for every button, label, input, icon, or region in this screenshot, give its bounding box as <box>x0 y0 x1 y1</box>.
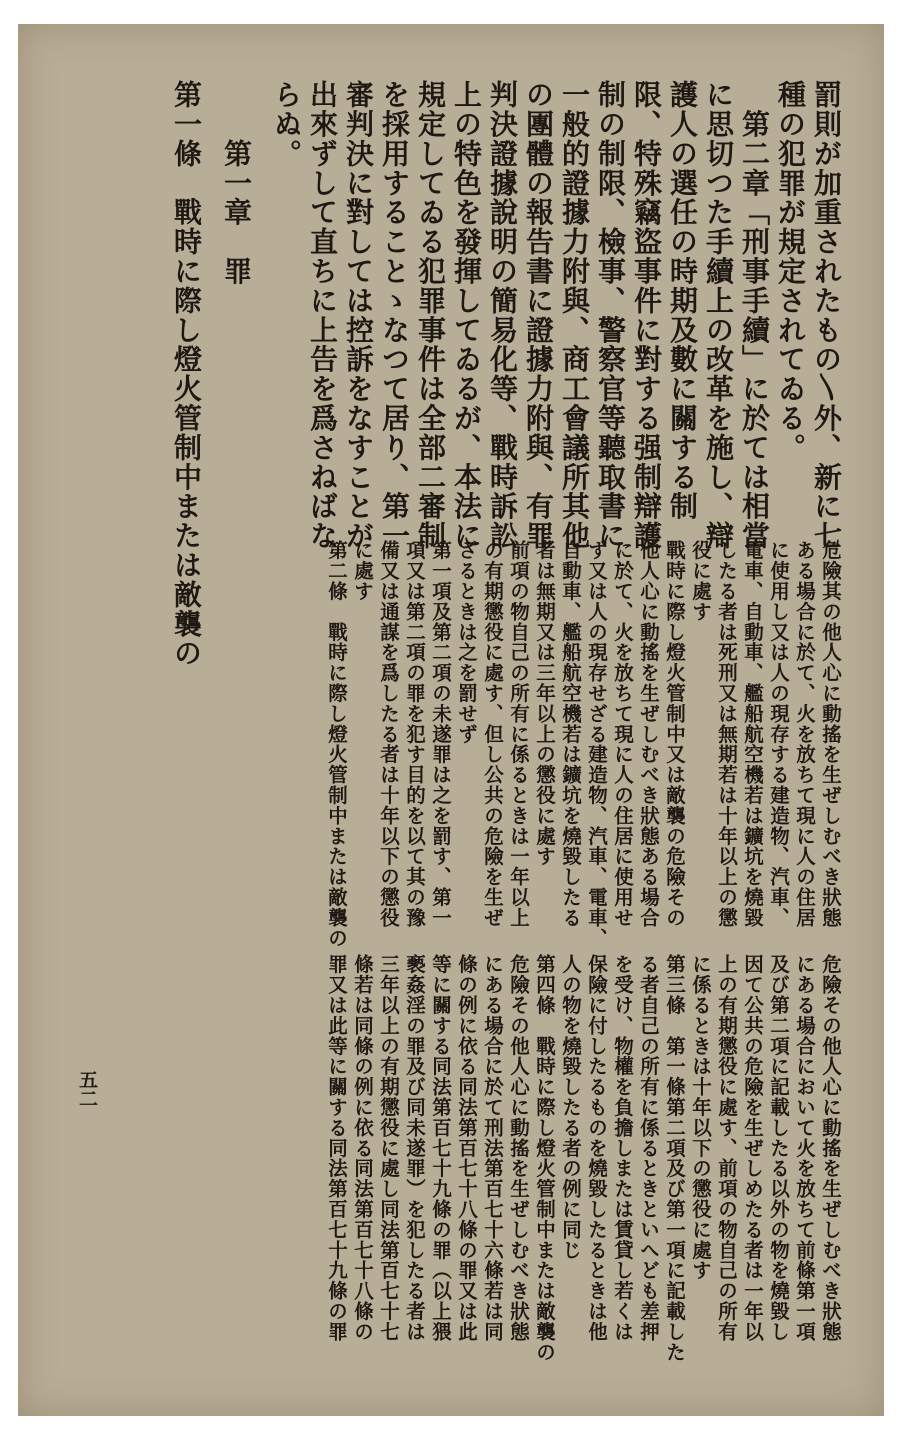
text-column: の有期懲役に處す、但し公共の危險を生ぜ <box>481 540 504 928</box>
text-column: 第一項及第二項の未遂罪は之を罰す、第一 <box>429 540 452 928</box>
text-column: 因て公共の危險を生ぜしめたる者は一年以 <box>741 954 764 1342</box>
text-column: 第二章「刑事手續」に於ては相當 <box>738 80 771 551</box>
text-column: 條の例に依る同法第百七十八條の罪又は此 <box>455 954 478 1342</box>
text-column: に處す <box>351 540 374 602</box>
text-column: したる者は死刑又は無期若は十年以上の懲 <box>715 540 738 928</box>
text-column: 危險その他人心に動搖を生ぜしむべき狀態 <box>507 954 530 1342</box>
text-column: 上の有期懲役に處す、前項の物自己の所有 <box>715 954 738 1342</box>
text-column: 備又は通謀を爲したる者は十年以下の懲役 <box>377 540 400 928</box>
text-column: 等に關する同法第百七十九條の罪（以上猥 <box>429 954 452 1342</box>
text-column: 種の犯罪が規定されてゐる。 <box>774 80 807 463</box>
text-column: 上の特色を發揮してゐるが、本法に <box>450 80 483 551</box>
text-column: を採用することゝなつて居り、第一 <box>378 80 411 551</box>
text-column: 他人心に動搖を生ぜしむべき狀態ある場合 <box>637 540 660 928</box>
column-spacer <box>250 80 264 520</box>
text-column: 第三條 第一條第二項及び第一項に記載した <box>663 954 686 1362</box>
text-column: に於て、火を放ちて現に人の住居に使用せ <box>611 540 634 928</box>
text-column: 電車、自動車、艦船航空機若は鑛坑を燒毀 <box>741 540 764 928</box>
column-spacer <box>200 80 214 520</box>
middle-text-block <box>110 540 840 950</box>
text-column: を受け、物權を負擔しまたは賃貸し若くは <box>611 954 634 1342</box>
text-column: 出來ずして直ちに上告を爲さねばな <box>306 80 339 551</box>
book-page <box>18 24 884 1416</box>
text-column: に係るときは十年以下の懲役に處す <box>689 954 712 1281</box>
text-column: ず又は人の現存せざる建造物、汽車、電車、 <box>585 540 608 948</box>
text-column: 罪又は此等に關する同法第百七十九條の罪 <box>325 954 348 1342</box>
text-column: る者自己の所有に係るときといへども差押 <box>637 954 660 1342</box>
text-column: 限、特殊竊盜事件に對する强制辯護 <box>630 80 663 551</box>
chapter-heading: 第一章 罪 <box>220 80 253 286</box>
text-column: にある場合において火を放ちて前條第一項 <box>793 954 816 1342</box>
text-column: 危險其の他人心に動搖を生ぜしむべき狀態 <box>819 540 842 928</box>
text-column: 褻姦淫の罪及び同未遂罪）を犯したる者は <box>403 954 426 1342</box>
text-column: 自動車、艦船航空機若は鑛坑を燒毀したる <box>559 540 582 928</box>
text-column: ある場合に於て、火を放ちて現に人の住居 <box>793 540 816 928</box>
text-column: に思切つた手續上の改革を施し、辯 <box>702 80 735 551</box>
text-column: ざるときは之を罰せず <box>455 540 478 744</box>
text-column: 審判決に對しては控訴をなすことが <box>342 80 375 551</box>
text-column: 條若は同條の例に依る同法第百七十八條の <box>351 954 374 1342</box>
text-column: 第四條 戰時に際し燈火管制中または敵襲の <box>533 954 556 1362</box>
text-column: 及び第二項に記載したる以外の物を燒毀し <box>767 954 790 1342</box>
lower-text-block <box>110 954 842 1362</box>
text-column: 規定してゐる犯罪事件は全部二審制 <box>414 80 447 551</box>
text-column: に使用し又は人の現存する建造物、汽車、 <box>767 540 790 928</box>
text-column: 人の物を燒毀したる者の例に同じ <box>559 954 582 1260</box>
page-number: 五二 <box>76 1070 98 1108</box>
text-column: 保險に付したるものを燒毀したるときは他 <box>585 954 608 1342</box>
text-column: 項又は第二項の罪を犯す目的を以て其の豫 <box>403 540 426 928</box>
text-column: 第一條 戰時に際し燈火管制中または敵襲の <box>170 80 203 668</box>
text-column: 判決證據說明の簡易化等、戰時訴訟 <box>486 80 519 551</box>
text-column: らぬ。 <box>270 80 303 169</box>
text-column: 者は無期又は三年以上の懲役に處す <box>533 540 556 867</box>
text-column: にある場合に於て刑法第百七十六條若は同 <box>481 954 504 1342</box>
text-column: 罰則が加重されたもの〵外、新に七 <box>810 80 843 551</box>
text-column: 危險その他人心に動搖を生ぜしむべき狀態 <box>819 954 842 1342</box>
text-column: の團體の報告書に證據力附與、有罪 <box>522 80 555 551</box>
text-column: 一般的證據力附與、商工會議所其他 <box>558 80 591 551</box>
text-column: 戰時に際し燈火管制中又は敵襲の危險その <box>663 540 686 928</box>
text-column: 三年以上の有期懲役に處し同法第百七十七 <box>377 954 400 1342</box>
text-column: 護人の選任の時期及數に關する制 <box>666 80 699 521</box>
text-column: 制の制限、檢事、警察官等聽取書に <box>594 80 627 551</box>
text-column: 前項の物自己の所有に係るときは一年以上 <box>507 540 530 928</box>
text-column: 第二條 戰時に際し燈火管制中または敵襲の <box>325 540 348 948</box>
text-column: 役に處す <box>689 540 712 622</box>
